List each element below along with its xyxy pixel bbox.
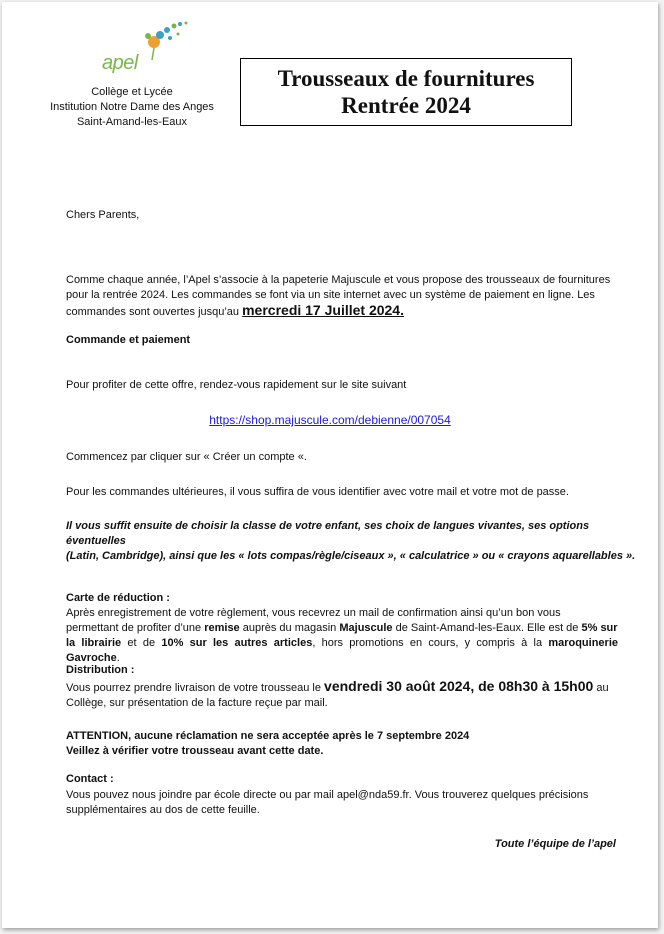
card-percent: 5% sur [581,622,618,634]
title-line: Rentrée 2024 [341,93,471,118]
distribution-heading: Distribution : [66,664,135,676]
contact-line: Vous pouvez nous joindre par école directe ou par mail apel@nda59.fr. Vous trouverez quelques précisions [66,789,589,801]
title-line: Trousseaux de fournitures [277,66,535,91]
card-text: , hors promotions en cours, y compris à la [312,637,549,649]
signature: Toute l’équipe de l’apel [494,838,616,850]
card-remise: remise [204,622,240,634]
logo-text: apel [102,52,138,74]
later-text: Pour les commandes ultérieures, il vous suffira de vous identifier avec votre mail et votre mot de passe. [66,486,569,498]
card-text: et de [121,637,162,649]
apel-logo [98,20,198,80]
school-name [42,85,222,130]
card-text: de Saint-Amand-les-Eaux. Elle est de [392,622,582,634]
greeting: Chers Parents, [66,209,140,221]
school-line: Collège et Lycée [91,86,173,98]
title-box [240,58,572,126]
deadline: mercredi 17 Juillet 2024. [242,302,404,318]
card-line [66,621,618,636]
intro-text: commandes sont ouvertes jusqu’au [66,306,240,318]
card-majuscule: Majuscule [339,622,393,634]
card-paragraph [66,606,618,666]
card-text: permettant de profiter d’une [66,622,205,634]
attention-line: ATTENTION, aucune réclamation ne sera acceptée après le 7 septembre 2024 [66,730,470,742]
attention-line: Veillez à vérifier votre trousseau avant cette date. [66,745,324,757]
dist-text: au [593,682,609,694]
attention-notice [66,729,636,759]
card-text: . [116,652,120,664]
choose-line: Il vous suffit ensuite de choisir la classe de votre enfant, ses choix de langues vivantes, ses options éventuelles [66,520,590,547]
document-page [2,2,658,928]
card-gavroche: maroquinerie Gavroche [66,637,618,664]
order-text: Pour profiter de cette offre, rendez-vous rapidement sur le site suivant [66,379,407,391]
distribution-line [66,679,636,696]
card-heading: Carte de réduction : [66,592,170,604]
choose-paragraph [66,519,636,564]
card-line: Après enregistrement de votre règlement, vous recevrez un mail de confirmation ainsi qu’un bon vous [66,607,561,619]
card-percent: 10% sur les autres articles [161,637,313,649]
account-text: Commencez par cliquer sur « Créer un compte «. [66,451,307,463]
order-link[interactable]: https://shop.majuscule.com/debienne/007054 [209,413,451,427]
intro-line: Comme chaque année, l’Apel s’associe à la papeterie Majuscule et vous propose des trousseaux de fournitures [66,274,611,286]
school-line: Saint-Amand-les-Eaux [76,116,188,128]
intro-line: pour la rentrée 2024. Les commandes se font via un site internet avec un système de paiement en ligne. Les [66,289,595,301]
contact-paragraph [66,788,636,818]
contact-line: supplémentaires au dos de cette feuille. [66,804,260,816]
intro-paragraph [66,273,626,320]
choose-line: (Latin, Cambridge), ainsi que les « lots compas/règle/ciseaux », « calculatrice » ou « crayons aquarellables ». [66,550,636,562]
card-line [66,636,618,666]
school-line: Institution Notre Dame des Anges [50,101,214,113]
card-librairie: la librairie [66,637,122,649]
distribution-date: vendredi 30 août 2024, de 08h30 à 15h00 [324,678,594,694]
dist-text: Vous pourrez prendre livraison de votre trousseau le [66,682,325,694]
order-heading: Commande et paiement [66,334,191,346]
card-text: auprès du magasin [239,622,340,634]
distribution-line: Collège, sur présentation de la facture reçue par mail. [66,697,328,709]
distribution-paragraph [66,679,636,711]
order-link-row [2,411,658,429]
intro-line [66,303,626,320]
contact-heading: Contact : [66,773,114,785]
